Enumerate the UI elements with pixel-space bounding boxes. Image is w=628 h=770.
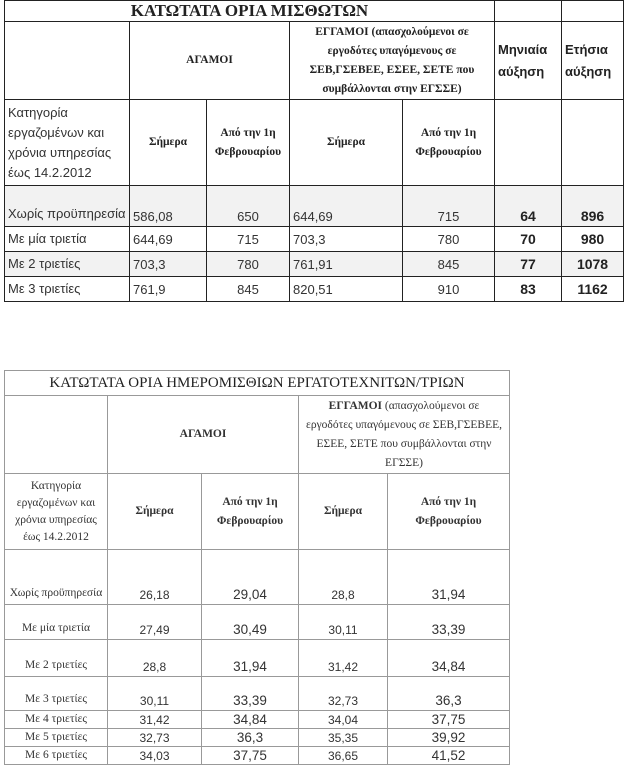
eggamoi-today-value: 35,35 <box>299 729 388 747</box>
table-row <box>5 186 624 227</box>
eggamoi-today-value: 32,73 <box>299 677 388 711</box>
agamoi-today-value: 31,42 <box>108 711 202 729</box>
agamoi-today-value: 586,08 <box>130 186 207 227</box>
agamoi-today-value: 32,73 <box>108 729 202 747</box>
agamoi-feb-value: 37,75 <box>202 747 299 765</box>
agamoi-today-value: 644,69 <box>130 227 207 252</box>
eggamoi-feb-value: 715 <box>403 186 495 227</box>
row-category: Με 5 τριετίες <box>5 729 108 747</box>
row-category: Με 3 τριετίες <box>5 677 108 711</box>
table-row <box>5 550 510 605</box>
eggamoi-feb-value: 41,52 <box>388 747 510 765</box>
eggamoi-today-value: 34,04 <box>299 711 388 729</box>
row-category: Με 6 τριετίες <box>5 747 108 765</box>
eggamoi-description: (απασχολούμενοι σε εργοδότες υπαγόμενους σε ΣΕΒ,ΓΣΕΒΕΕ, ΕΣΕΕ, ΣΕΤΕ που συμβάλλονται στην ΕΓΣΣΕ) <box>309 25 475 95</box>
eggamoi-today-value: 820,51 <box>290 277 403 302</box>
empty-cell <box>562 100 624 186</box>
monthly-increase-value: 64 <box>495 186 562 227</box>
empty-cell <box>495 1 562 22</box>
eggamoi-feb-value: 37,75 <box>388 711 510 729</box>
eggamoi-today-value: 36,65 <box>299 747 388 765</box>
category-header: Κατηγορία εργαζομένων και χρόνια υπηρεσίας έως 14.2.2012 <box>5 474 108 550</box>
eggamoi-feb-value: 910 <box>403 277 495 302</box>
table-row <box>5 277 624 302</box>
monthly-increase-value: 83 <box>495 277 562 302</box>
table-row <box>5 252 624 277</box>
monthly-increase-header: Μηνιαία αύξηση <box>495 22 562 100</box>
row-category: Χωρίς προϋπηρεσία <box>5 186 130 227</box>
eggamoi-today-header: Σήμερα <box>290 100 403 186</box>
eggamoi-feb-value: 33,39 <box>388 605 510 640</box>
empty-cell <box>5 22 130 100</box>
category-header: Κατηγορία εργαζομένων και χρόνια υπηρεσίας έως 14.2.2012 <box>5 100 130 186</box>
agamoi-feb-value: 30,49 <box>202 605 299 640</box>
agamoi-feb-value: 715 <box>207 227 290 252</box>
agamoi-feb-value: 780 <box>207 252 290 277</box>
table-title: ΚΑΤΩΤΑΤΑ ΟΡΙΑ ΗΜΕΡΟΜΙΣΘΙΩΝ ΕΡΓΑΤΟΤΕΧΝΙΤΩΝ/ΤΡΙΩΝ <box>5 371 510 396</box>
agamoi-feb-value: 31,94 <box>202 640 299 677</box>
annual-increase-value: 980 <box>562 227 624 252</box>
agamoi-today-value: 761,9 <box>130 277 207 302</box>
agamoi-today-header: Σήμερα <box>108 474 202 550</box>
eggamoi-feb-header: Από την 1η Φεβρουαρίου <box>388 474 510 550</box>
agamoi-feb-value: 36,3 <box>202 729 299 747</box>
row-category: Με μία τριετία <box>5 227 130 252</box>
row-category: Με μία τριετία <box>5 605 108 640</box>
eggamoi-header <box>290 22 495 100</box>
table-row <box>5 605 510 640</box>
row-category: Με 2 τριετίες <box>5 640 108 677</box>
table-title: ΚΑΤΩΤΑΤΑ ΟΡΙΑ ΜΙΣΘΩΤΩΝ <box>5 1 495 22</box>
agamoi-feb-value: 845 <box>207 277 290 302</box>
eggamoi-today-value: 703,3 <box>290 227 403 252</box>
agamoi-header: ΑΓΑΜΟΙ <box>130 22 290 100</box>
eggamoi-feb-value: 780 <box>403 227 495 252</box>
agamoi-header: ΑΓΑΜΟΙ <box>108 396 299 474</box>
empty-cell <box>562 1 624 22</box>
eggamoi-feb-value: 34,84 <box>388 640 510 677</box>
agamoi-today-value: 703,3 <box>130 252 207 277</box>
agamoi-feb-value: 650 <box>207 186 290 227</box>
monthly-increase-value: 70 <box>495 227 562 252</box>
eggamoi-today-header: Σήμερα <box>299 474 388 550</box>
table-row <box>5 711 510 729</box>
eggamoi-feb-value: 39,92 <box>388 729 510 747</box>
table-row <box>5 729 510 747</box>
table-row <box>5 640 510 677</box>
agamoi-feb-value: 34,84 <box>202 711 299 729</box>
agamoi-today-value: 27,49 <box>108 605 202 640</box>
empty-cell <box>495 100 562 186</box>
agamoi-feb-header: Από την 1η Φεβρουαρίου <box>202 474 299 550</box>
agamoi-today-header: Σήμερα <box>130 100 207 186</box>
salary-minimums-table <box>4 0 624 302</box>
agamoi-today-value: 28,8 <box>108 640 202 677</box>
eggamoi-description: (απασχολούμενοι σε εργοδότες υπαγόμενους σε ΣΕΒ,ΓΣΕΒΕΕ, ΕΣΕΕ, ΣΕΤΕ που συμβάλλονται στην ΕΓΣΣΕ) <box>306 399 502 469</box>
row-category: Με 3 τριετίες <box>5 277 130 302</box>
empty-cell <box>5 396 108 474</box>
eggamoi-feb-value: 31,94 <box>388 550 510 605</box>
annual-increase-value: 1078 <box>562 252 624 277</box>
eggamoi-label: ΕΓΓΑΜΟΙ <box>315 25 369 38</box>
row-category: Χωρίς προϋπηρεσία <box>5 550 108 605</box>
eggamoi-header <box>299 396 510 474</box>
eggamoi-feb-value: 36,3 <box>388 677 510 711</box>
eggamoi-today-value: 31,42 <box>299 640 388 677</box>
row-category: Με 4 τριετίες <box>5 711 108 729</box>
eggamoi-today-value: 28,8 <box>299 550 388 605</box>
agamoi-today-value: 26,18 <box>108 550 202 605</box>
agamoi-feb-value: 33,39 <box>202 677 299 711</box>
table-row <box>5 747 510 765</box>
eggamoi-today-value: 644,69 <box>290 186 403 227</box>
agamoi-feb-value: 29,04 <box>202 550 299 605</box>
table-row <box>5 227 624 252</box>
agamoi-feb-header: Από την 1η Φεβρουαρίου <box>207 100 290 186</box>
annual-increase-value: 896 <box>562 186 624 227</box>
monthly-increase-value: 77 <box>495 252 562 277</box>
eggamoi-today-value: 761,91 <box>290 252 403 277</box>
eggamoi-feb-value: 845 <box>403 252 495 277</box>
annual-increase-value: 1162 <box>562 277 624 302</box>
eggamoi-today-value: 30,11 <box>299 605 388 640</box>
eggamoi-label: ΕΓΓΑΜΟΙ <box>328 399 383 412</box>
table-row <box>5 677 510 711</box>
row-category: Με 2 τριετίες <box>5 252 130 277</box>
daily-wage-minimums-table <box>4 370 510 765</box>
annual-increase-header: Ετήσια αύξηση <box>562 22 624 100</box>
agamoi-today-value: 30,11 <box>108 677 202 711</box>
eggamoi-feb-header: Από την 1η Φεβρουαρίου <box>403 100 495 186</box>
agamoi-today-value: 34,03 <box>108 747 202 765</box>
